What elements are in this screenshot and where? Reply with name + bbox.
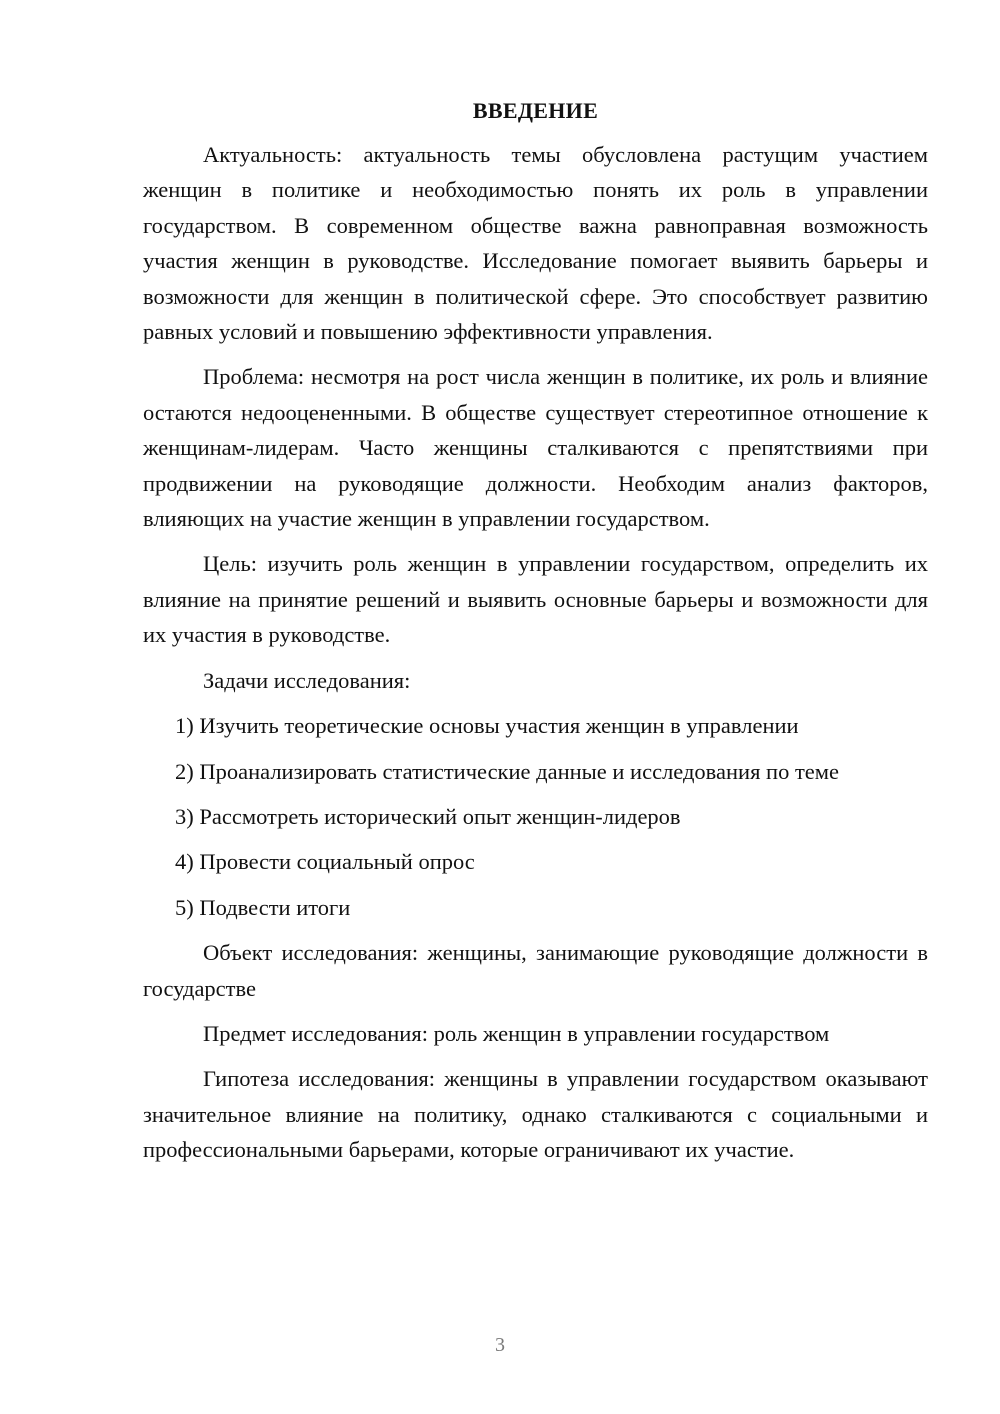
- page-content: [143, 96, 928, 1178]
- task-item-4: 4) Провести социальный опрос: [175, 849, 475, 875]
- task-item-5: 5) Подвести итоги: [175, 894, 351, 920]
- section-title: ВВЕДЕНИЕ: [472, 98, 599, 123]
- problem-paragraph: Проблема: несмотря на рост числа женщин в политике, их роль и влияние остаются недооцененными. В обществе существует стереотипное отношение к женщинам-лидерам. Часто женщины сталкиваются с препятствиями при продвижении на руководящие должности. Необходим анализ факторов, влияющих на участие женщин в управлении государством.: [143, 364, 928, 532]
- tasks-heading: Задачи исследования:: [203, 667, 411, 693]
- goal-paragraph: Цель: изучить роль женщин в управлении государством, определить их влияние на принятие решений и выявить основные барьеры и возможности для их участия в руководстве.: [143, 551, 928, 648]
- task-item-2: 2) Проанализировать статистические данные и исследования по теме: [175, 758, 840, 784]
- hypothesis-paragraph: Гипотеза исследования: женщины в управлении государством оказывают значительное влияние на политику, однако сталкиваются с социальными и профессиональными барьерами, которые ограничивают их участие.: [143, 1066, 928, 1163]
- subject-paragraph: Предмет исследования: роль женщин в управлении государством: [203, 1020, 830, 1046]
- object-paragraph: Объект исследования: женщины, занимающие руководящие должности в государстве: [143, 940, 928, 1001]
- page-number: 3: [495, 1334, 505, 1356]
- task-item-1: 1) Изучить теоретические основы участия женщин в управлении: [175, 713, 799, 739]
- task-item-3: 3) Рассмотреть исторический опыт женщин-лидеров: [175, 803, 681, 829]
- relevance-paragraph: Актуальность: актуальность темы обусловлена растущим участием женщин в политике и необходимостью понять их роль в управлении государством. В современном обществе важна равноправная возможность участия женщин в руководстве. Исследование помогает выявить барьеры и возможности для женщин в политической сфере. Это способствует развитию равных условий и повышению эффективности управления.: [143, 142, 928, 345]
